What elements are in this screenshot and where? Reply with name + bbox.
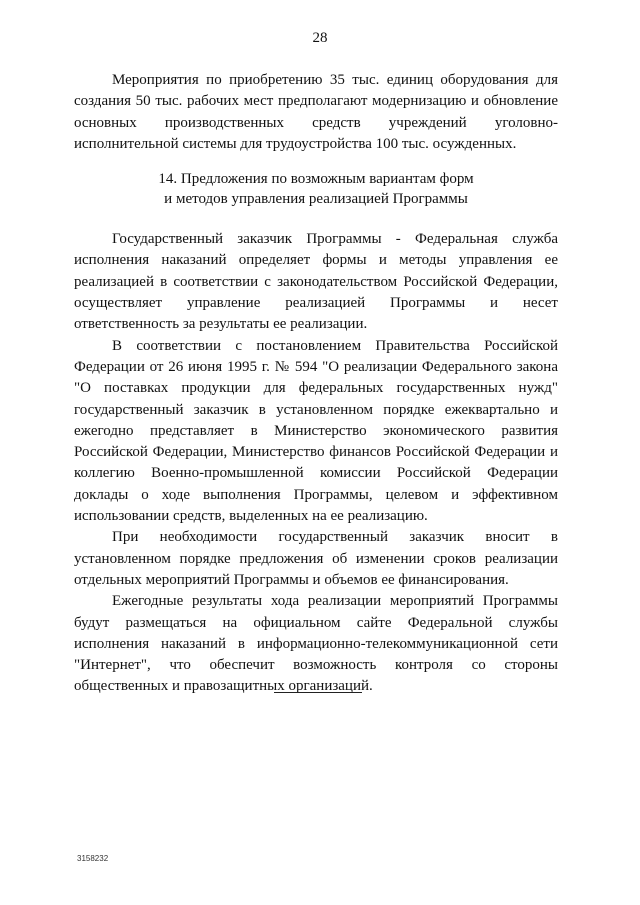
document-body xyxy=(74,70,558,698)
section-heading-line-1: 14. Предложения по возможным вариантам форм xyxy=(158,171,474,188)
paragraph-resolution: В соответствии с постановлением Правительства Российской Федерации от 26 июня 1995 г. № 594 "О реализации Федерального закона "О поставках продукции для федеральных государственных нужд" государственный заказчик в установленном порядке ежеквартально и ежегодно представляет в Министерство экономического развития Российской Федерации, Министерство финансов Российской Федерации и коллегию Военно-промышленной комиссии Российской Федерации доклады о ходе выполнения Программы, целевом и эффективном использовании средств, выделенных на ее реализацию. xyxy=(74,337,558,525)
document-code: 3158232 xyxy=(77,854,109,863)
page-number: 28 xyxy=(312,30,328,46)
section-heading xyxy=(74,169,558,209)
section-heading-line-2: и методов управления реализацией Программы xyxy=(164,191,468,208)
paragraph-changes: При необходимости государственный заказчик вносит в установленном порядке предложения об изменении сроков реализации отдельных мероприятий Программы и объемов ее финансирования. xyxy=(74,529,558,588)
paragraph-publication: Ежегодные результаты хода реализации мероприятий Программы будут размещаться на официальном сайте Федеральной службы исполнения наказаний в информационно-телекоммуникационной сети "Интернет", что обеспечит возможность контроля со стороны общественных и правозащитных организаций. xyxy=(74,593,558,695)
paragraph-equipment: Мероприятия по приобретению 35 тыс. единиц оборудования для создания 50 тыс. рабочих мест предполагают модернизацию и обновление основных производственных средств учреждений уголовно-исполнительной системы для трудоустройства 100 тыс. осужденных. xyxy=(74,72,558,152)
paragraph-customer: Государственный заказчик Программы - Федеральная служба исполнения наказаний определяет формы и методы управления ее реализацией в соответствии с законодательством Российской Федерации, осуществляет управление реализацией Программы и несет ответственность за результаты ее реализации. xyxy=(74,231,558,333)
end-divider xyxy=(274,692,362,693)
